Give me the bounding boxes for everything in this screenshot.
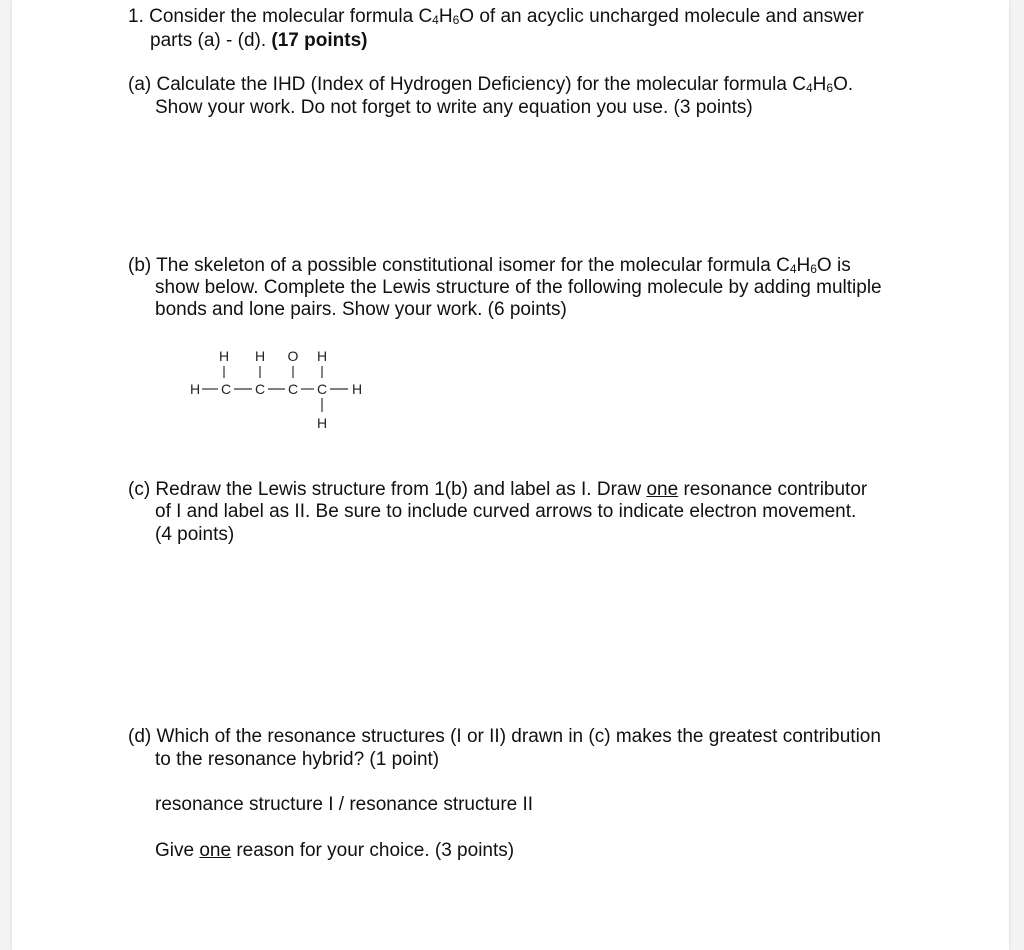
top-h-2: H: [254, 348, 266, 364]
top-h-3: H: [316, 348, 328, 364]
part-c-line-3: (4 points): [155, 524, 235, 545]
right-h: H: [351, 381, 363, 397]
carbon-2: C: [254, 381, 266, 397]
top-o: O: [287, 348, 299, 364]
part-c-line-1: (c) Redraw the Lewis structure from 1(b) and label as I. Draw one resonance contributor: [128, 479, 868, 500]
carbon-1: C: [220, 381, 232, 397]
carbon-4: C: [316, 381, 328, 397]
total-points: (17 points): [271, 30, 368, 51]
part-b-line-1: (b) The skeleton of a possible constitutional isomer for the molecular formula $C_4H_6O$ is: [128, 255, 851, 276]
molecule-skeleton: [180, 340, 380, 440]
part-a-line-2: Show your work. Do not forget to write any equation you use. (3 points): [155, 97, 753, 118]
part-d-choices: resonance structure I / resonance structure II: [155, 794, 534, 815]
question-1-line-1: 1. Consider the molecular formula $C_4H_6O$ of an acyclic uncharged molecule and answer: [128, 6, 864, 27]
top-h-1: H: [218, 348, 230, 364]
part-d-line-1: (d) Which of the resonance structures (I or II) drawn in (c) makes the greatest contribution: [128, 726, 881, 747]
part-d-line-2: to the resonance hybrid? (1 point): [155, 749, 440, 770]
part-b-line-3: bonds and lone pairs. Show your work. (6 points): [155, 299, 567, 320]
part-b-line-2: show below. Complete the Lewis structure of the following molecule by adding multiple: [155, 277, 882, 298]
left-h: H: [189, 381, 201, 397]
bottom-h: H: [316, 415, 328, 431]
carbon-3: C: [287, 381, 299, 397]
part-c-line-2: of I and label as II. Be sure to include curved arrows to indicate electron movement.: [155, 501, 857, 522]
question-1-line-2: parts (a) - (d). (17 points): [150, 30, 368, 51]
part-d-reason: Give one reason for your choice. (3 points): [155, 840, 515, 861]
part-a-line-1: (a) Calculate the IHD (Index of Hydrogen Deficiency) for the molecular formula $C_4H_6O$.: [128, 74, 854, 95]
